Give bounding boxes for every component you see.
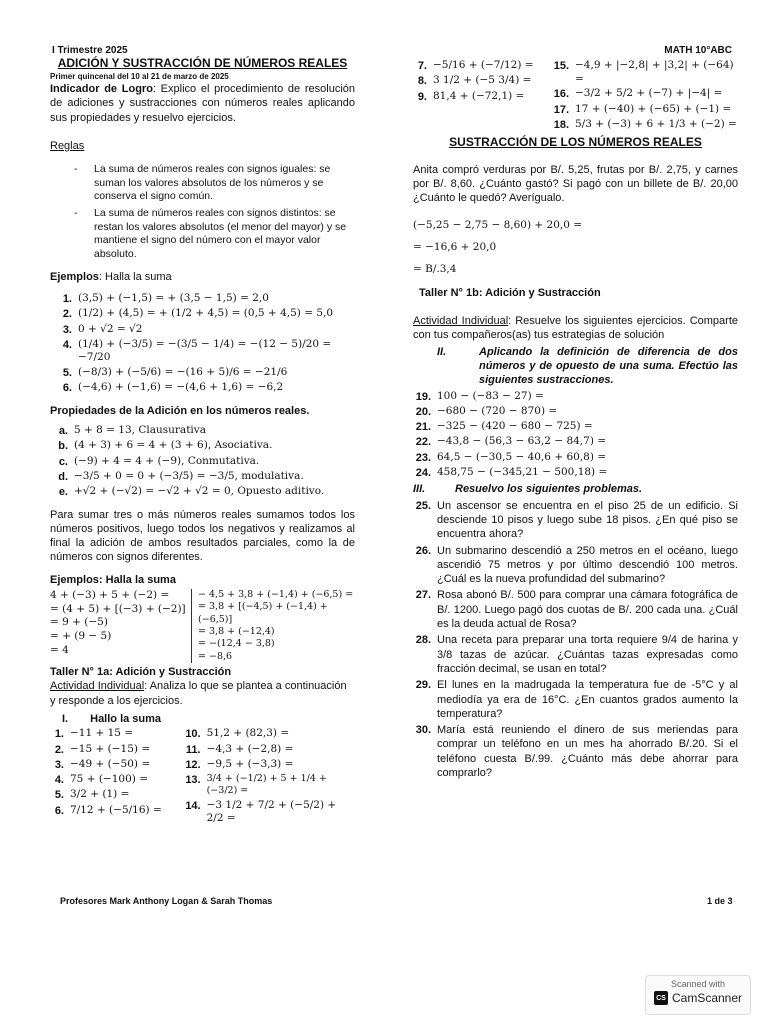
example-row: 4. (1/4) + (−3/5) = −(3/5 − 1/4) = −(12 − 5)/20 = −7/20 [62, 337, 332, 364]
exercise-col-4: 15. −4,9 + |−2,8| + |3,2| + (−64) = 16. −3/2 + 5/2 + (−7) + |−4| = 17. 17 + (−40) + (−65) + (−1) = 18. 5/3 + (−3) + 6 + 1/3 + (−2) = [553, 59, 737, 131]
indicator [50, 82, 355, 125]
example-row: 5. (−8/3) + (−5/6) = −(16 + 5)/6 = −21/6 [62, 366, 288, 380]
problem-item: 27. Rosa abonó B/. 500 para comprar una cámara fotográfica de B/. 1200. Luego pagó dos cuotas de B/. 200 cada una. ¿Cuál es la deuda actual de Rosa? [415, 589, 738, 631]
rules-list [94, 163, 355, 261]
authors-footer: Profesores Mark Anthony Logan & Sarah Thomas [60, 896, 273, 906]
watermark-line2: CamScanner [671, 990, 743, 1005]
story-solution: (−5,25 − 2,75 − 8,60) + 20,0 = = −16,6 + 20,0 = B/.3,4 [413, 218, 583, 275]
property-row: d. −3/5 + 0 = 0 + (−3/5) = −3/5, modulativa. [58, 469, 304, 483]
continued-exercises [413, 58, 738, 133]
indicator-text: : Explico el procedimiento de resolución de adiciones y sustracciones con números reales aplicando sus propiedades y resuelvo ejercicios. [50, 82, 355, 124]
examples2-title: Ejemplos: Halla la suma [50, 573, 176, 586]
property-row: b. (4 + 3) + 6 = 4 + (3 + 6), Asociativa. [58, 439, 273, 453]
properties-title: Propiedades de la Adición en los números reales. [50, 404, 310, 417]
section-III: III. Resuelvo los siguientes problemas. [413, 483, 643, 496]
story-problem: Anita compró verduras por B/. 5,25, frutas por B/. 2,75, y carnes por B/. 8,60. ¿Cuánto gastó? Si pagó con un billete de B/. 20,00 ¿Cuánto le quedó? Averígualo. [413, 163, 738, 205]
example-row: 3. 0 + √2 = √2 [62, 322, 143, 336]
page-number: 1 de 3 [707, 896, 733, 906]
section-I-heading: I. Hallo la suma [62, 712, 162, 725]
rules-label: Reglas [50, 139, 85, 152]
page-title: ADICIÓN Y SUSTRACCIÓN DE NÚMEROS REALES [57, 56, 348, 70]
three-numbers-text: Para sumar tres o más números reales sumamos todos los números positivos, luego todos los negativos y realizamos al final la adición de ambos resultados parciales, como la de números con signos diferentes. [50, 508, 355, 564]
examples-label: Ejemplos [50, 270, 99, 283]
problem-item: 26. Un submarino descendió a 250 metros en el océano, luego ascendió 75 metros y por último descendió 100 metros. ¿Cuál es la nueva profundidad del submarino? [415, 544, 738, 586]
example2-a: 4 + (−3) + 5 + (−2) = = (4 + 5) + [(−3) + (−2)] = 9 + (−5) = + (9 − 5) = 4 [50, 588, 186, 656]
property-row: c. (−9) + 4 = 4 + (−9), Conmutativa. [58, 454, 260, 468]
example-row: 1. (3,5) + (−1,5) = + (3,5 − 1,5) = 2,0 [62, 291, 269, 305]
exercise-col-2: 10. 51,2 + (82,3) = 11. −4,3 + (−2,8) = 12. −9,5 + (−3,3) = 13. 3/4 + (−1/2) + 5 + 1/4 + (−3/2) = 14. −3 1/2 + 7/2 + (−5/2) + 2/2 = [185, 727, 337, 825]
examples2 [50, 589, 355, 663]
examples-list [50, 292, 355, 396]
problem-item: 28. Una receta para preparar una torta requiere 9/4 de harina y 3/8 tazas de azúcar. ¿Cuántas tazas expresadas como fracción decimal, se usan en total? [415, 634, 738, 675]
trimester-label: I Trimestre 2025 [52, 45, 128, 56]
problem-item: 30. María está reuniendo el dinero de sus meriendas para comprar un teléfono en un mes ha ahorrado B/.20. Si el teléfono cuesta B/.99. ¿Cuánto más debe ahorrar para comprarlo? [415, 724, 738, 779]
examples-heading [50, 270, 355, 284]
subtractions-list: 19. 100 − (−83 − 27) = 20. −680 − (720 − 870) = 21. −325 − (420 − 680 − 725) = 22. −43,8 − (56,3 − 63,2 − 84,7) = 23. 64,5 − (−30,5 − 40,6 + 60,8) = 24. 458,75 − (−345,21 − 500,18) = [415, 389, 608, 480]
exercise-col-1: 1. −11 + 15 = 2. −15 + (−15) = 3. −49 + (−50) = 4. 75 + (−100) = 5. 3/2 + (1) = 6. 7/12 + (−5/16) = [54, 727, 162, 817]
subtraction-title: SUSTRACCIÓN DE LOS NÚMEROS REALES [449, 135, 702, 150]
watermark-brand [646, 991, 750, 1007]
taller-1b-title: Taller N° 1b: Adición y Sustracción [419, 286, 601, 299]
taller-1a-title: Taller N° 1a: Adición y Sustracción [50, 666, 232, 679]
section-II: II. Aplicando la definición de diferencia de dos números y de opuesto de una suma. Efectúo las siguientes sustracciones. [437, 345, 738, 387]
example2-b: − 4,5 + 3,8 + (−1,4) + (−6,5) = = 3,8 + [(−4,5) + (−1,4) + (−6,5)] = 3,8 + (−12,4) = −(12,4 − 3,8) = −8,6 [191, 589, 355, 663]
rule-item: - La suma de números reales con signos distintos: se restan los valores absolutos (el menor del mayor) y se mantiene el signo del número con el mayor valor absoluto. [94, 207, 355, 262]
example-row: 2. (1/2) + (4,5) = + (1/2 + 4,5) = (0,5 + 4,5) = 5,0 [62, 307, 334, 321]
example-row: 6. (−4,6) + (−1,6) = −(4,6 + 1,6) = −6,2 [62, 381, 284, 395]
property-row: e. +√2 + (−√2) = −√2 + √2 = 0, Opuesto aditivo. [58, 485, 325, 499]
problem-item: 29. El lunes en la madrugada la temperatura fue de -5°C y al mediodía ya era de 16°C. ¿En cuantos grados aumento la temperatura? [415, 679, 738, 720]
camscanner-watermark [645, 975, 751, 1015]
course-label: MATH 10°ABC [664, 45, 732, 56]
period-label: Primer quincenal del 10 al 21 de marzo de 2025 [50, 71, 229, 81]
activity-1a: Actividad Individual: Analiza lo que se plantea a continuación y responde a los ejercicios. [50, 680, 347, 707]
camscanner-logo-icon: CS [654, 991, 668, 1005]
left-column [50, 46, 355, 827]
exercises-1a [50, 726, 355, 827]
rule-item: - La suma de números reales con signos iguales: se suman los valores absolutos de los números y se conserva el signo común. [94, 163, 355, 204]
examples-intro: : Halla la suma [98, 270, 172, 283]
exercise-col-3: 7. −5/16 + (−7/12) = 8. 3 1/2 + (−5 3/4) = 9. 81,4 + (−72,1) = [417, 59, 534, 103]
property-row: a. 5 + 8 = 13, Clausurativa [58, 424, 206, 438]
problems-list [413, 499, 738, 781]
indicator-label: Indicador de Logro [50, 82, 153, 95]
watermark-line1: Scanned with [670, 979, 726, 989]
right-column [413, 58, 738, 782]
properties-list [50, 424, 355, 499]
activity-1b: Actividad Individual: Resuelve los siguientes ejercicios. Comparte con tus compañeros(as) tus estrategias de solución [413, 315, 738, 342]
problem-item: 25. Un ascensor se encuentra en el piso 25 de un edificio. Si desciende 10 pisos y luego sube 18 pisos. ¿En qué piso se encuentra ahora? [415, 499, 738, 541]
